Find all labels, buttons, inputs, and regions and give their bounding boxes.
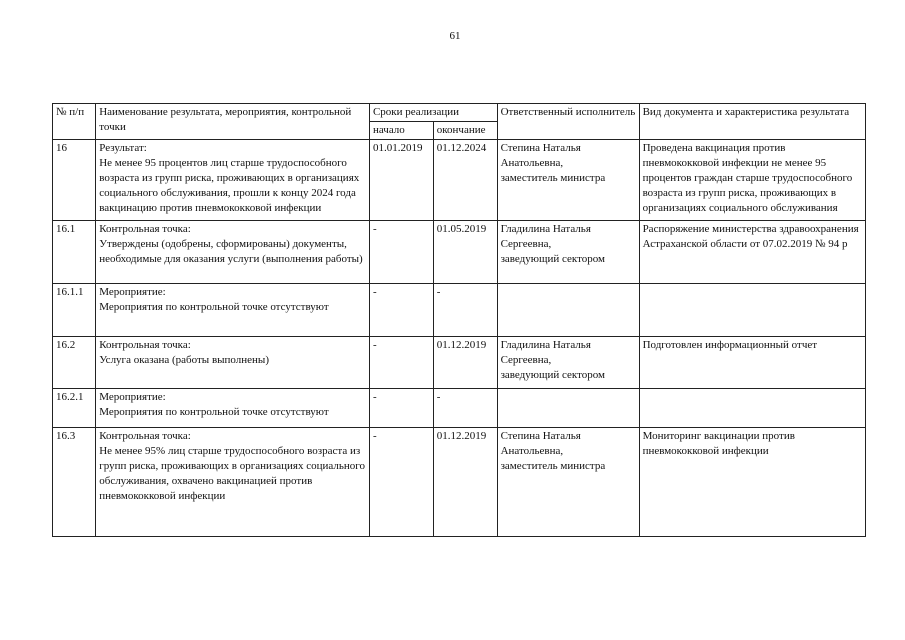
row-document xyxy=(639,284,865,337)
header-terms: Сроки реализации xyxy=(369,104,497,122)
row-end: - xyxy=(433,389,497,428)
page-number: 61 xyxy=(449,30,461,42)
row-end: 01.12.2019 xyxy=(433,337,497,389)
header-start: начало xyxy=(369,122,433,140)
row-document xyxy=(639,389,865,428)
row-num: 16.3 xyxy=(53,428,96,537)
header-end: окончание xyxy=(433,122,497,140)
row-responsible: Степина Наталья Анатольевна, заместитель министра xyxy=(497,140,639,221)
row-num: 16.1 xyxy=(53,221,96,284)
row-document: Проведена вакцинация против пневмококковой инфекции не менее 95 процентов граждан старше трудоспособного возраста из групп риска, проживающих в организациях социального обслуживания xyxy=(639,140,865,221)
row-name: Результат: Не менее 95 процентов лиц старше трудоспособного возраста из групп риска, проживающих в организациях социального обслуживания, прошли к концу 2024 года вакцинацию против пневмококковой инфекции xyxy=(96,140,370,221)
row-num: 16.1.1 xyxy=(53,284,96,337)
row-start: - xyxy=(369,284,433,337)
table-header-row xyxy=(53,104,866,122)
header-document: Вид документа и характеристика результата xyxy=(639,104,865,140)
table-row xyxy=(53,389,866,428)
row-end: 01.12.2024 xyxy=(433,140,497,221)
row-num: 16.2.1 xyxy=(53,389,96,428)
row-start: - xyxy=(369,221,433,284)
row-end: 01.12.2019 xyxy=(433,428,497,537)
row-name: Контрольная точка: Утверждены (одобрены, сформированы) документы, необходимые для оказания услуги (выполнения работы) xyxy=(96,221,370,284)
row-num: 16 xyxy=(53,140,96,221)
table-row xyxy=(53,428,866,537)
row-responsible: Гладилина Наталья Сергеевна, заведующий сектором xyxy=(497,337,639,389)
row-name: Мероприятие: Мероприятия по контрольной точке отсутствуют xyxy=(96,389,370,428)
row-end: 01.05.2019 xyxy=(433,221,497,284)
row-name: Мероприятие: Мероприятия по контрольной точке отсутствуют xyxy=(96,284,370,337)
row-name: Контрольная точка: Услуга оказана (работы выполнены) xyxy=(96,337,370,389)
row-document: Распоряжение министерства здравоохранения Астраханской области от 07.02.2019 № 94 р xyxy=(639,221,865,284)
row-start: - xyxy=(369,337,433,389)
table-row xyxy=(53,284,866,337)
table-row xyxy=(53,221,866,284)
row-document: Подготовлен информационный отчет xyxy=(639,337,865,389)
row-document: Мониторинг вакцинации против пневмококковой инфекции xyxy=(639,428,865,537)
row-name: Контрольная точка: Не менее 95% лиц старше трудоспособного возраста из групп риска, проживающих в организациях социального обслуживания, охвачено вакцинацией против пневмококковой инфекции xyxy=(96,428,370,537)
row-start: - xyxy=(369,389,433,428)
row-responsible xyxy=(497,284,639,337)
table-row xyxy=(53,337,866,389)
row-responsible: Степина Наталья Анатольевна, заместитель министра xyxy=(497,428,639,537)
row-end: - xyxy=(433,284,497,337)
implementation-plan-table xyxy=(52,103,866,537)
row-start: 01.01.2019 xyxy=(369,140,433,221)
row-responsible xyxy=(497,389,639,428)
header-name: Наименование результата, мероприятия, контрольной точки xyxy=(96,104,370,140)
row-responsible: Гладилина Наталья Сергеевна, заведующий сектором xyxy=(497,221,639,284)
row-num: 16.2 xyxy=(53,337,96,389)
header-num: № п/п xyxy=(53,104,96,140)
table-row xyxy=(53,140,866,221)
row-start: - xyxy=(369,428,433,537)
header-responsible: Ответственный исполнитель xyxy=(497,104,639,140)
